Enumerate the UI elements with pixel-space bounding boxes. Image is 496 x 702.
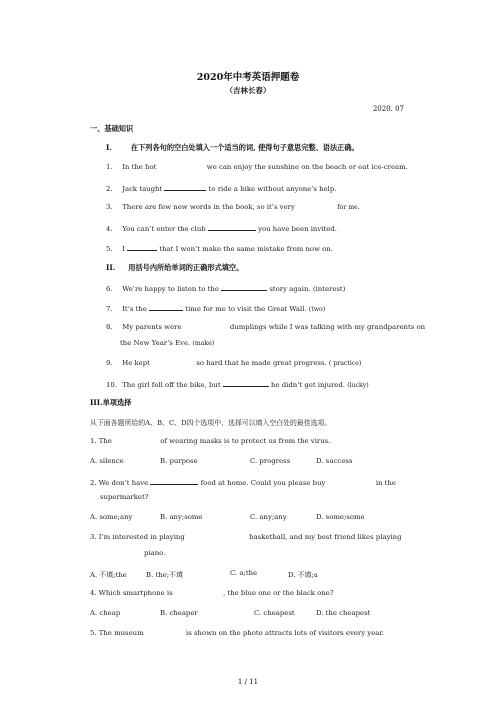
option-d[interactable]: D. the cheapest [316, 609, 371, 617]
section2-instruction: 用括号内所给单词的正确形式填空。 [128, 263, 244, 272]
option-a[interactable]: A. cheap [90, 609, 121, 617]
mc-question-2-continued: supermarket? [100, 493, 149, 501]
section2-label: II. [106, 263, 116, 272]
question-8: 8. My parents were dumplings while I was talking with my grandparents on [106, 323, 426, 331]
question-3: 3. There are few new words in the book, so it’s very for me. [106, 203, 360, 211]
option-c[interactable]: C. any;any [250, 513, 287, 521]
section3-heading: III.单项选择 [90, 398, 132, 407]
answer-blank[interactable] [127, 243, 157, 251]
question-4: 4. You can’t enter the club you have been invited. [106, 225, 337, 233]
answer-blank[interactable] [149, 303, 183, 311]
answer-blank[interactable] [223, 379, 269, 387]
question-1: 1. In the hot we can enjoy the sunshine on the beach or eat ice-cream. [106, 163, 408, 171]
option-c[interactable]: C. a;the [230, 569, 258, 577]
section1-instruction: 在下列各句的空白处填入一个适当的词, 使得句子意思完整、语法正确。 [130, 143, 359, 152]
page-number: 1 / 11 [237, 678, 259, 686]
option-d[interactable]: D. success [316, 457, 353, 465]
question-8-continued: the New Year’s Eve. (make) [120, 339, 215, 347]
question-9: 9. He kept so hard that he made great progress. ( practice) [106, 359, 362, 367]
section1-label: I. [106, 143, 112, 152]
mc-question-3-continued: piano. [144, 549, 166, 557]
answer-blank[interactable] [221, 283, 267, 291]
question-6: 6. We’re happy to listen to the story again. (interest) [106, 285, 346, 293]
section1-heading [106, 143, 359, 153]
option-a[interactable]: A. 不填;the [90, 571, 127, 579]
option-a[interactable]: A. silence [90, 457, 124, 465]
option-d[interactable]: D. some;some [316, 513, 365, 521]
question-7: 7. It’s the time for me to visit the Great Wall. (two) [106, 305, 326, 313]
question-10: 10. The girl fell off the bike, but he didn’t get injured. (lucky) [106, 381, 369, 389]
mc-question-4: 4. Which smartphone is , the blue one or the black one? [90, 589, 334, 597]
option-b[interactable]: B. the;不填 [146, 571, 183, 579]
page-title: 2020年中考英语押题卷 [196, 72, 300, 83]
mc-question-3: 3. I’m interested in playing basketball, and my best friend likes playing [90, 533, 402, 541]
exam-date: 2020. 07 [372, 105, 404, 113]
page-subtitle: （吉林长春） [225, 86, 271, 95]
option-d[interactable]: D. 不填;a [288, 571, 318, 579]
option-c[interactable]: C. progress [250, 457, 291, 465]
question-5: 5. I that I won’t make the same mistake from now on. [106, 245, 333, 253]
option-c[interactable]: C. cheapest [254, 609, 295, 617]
option-b[interactable]: B. purpose [160, 457, 198, 465]
section3-instruction: 从下面各题所给的A、B、C、D四个选项中，选择可以填入空白处的最佳选项。 [90, 419, 332, 427]
part1-heading: 一、基础知识 [90, 124, 134, 133]
option-b[interactable]: B. cheaper [160, 609, 198, 617]
answer-blank[interactable] [208, 223, 256, 231]
option-b[interactable]: B. any;some [160, 513, 203, 521]
option-a[interactable]: A. some;any [90, 513, 133, 521]
answer-blank[interactable] [164, 183, 206, 191]
question-2: 2. Jack taught to ride a bike without anyone’s help. [106, 185, 337, 193]
mc-question-2: 2. We don’t have food at home. Could you please buy in the [90, 479, 396, 487]
mc-question-1: 1. The of wearing masks is to protect us from the virus. [90, 437, 331, 445]
section2-heading [106, 263, 243, 273]
mc-question-5: 5. The museum is shown on the photo attracts lots of visitors every year. [90, 629, 385, 637]
answer-blank[interactable] [150, 477, 198, 485]
